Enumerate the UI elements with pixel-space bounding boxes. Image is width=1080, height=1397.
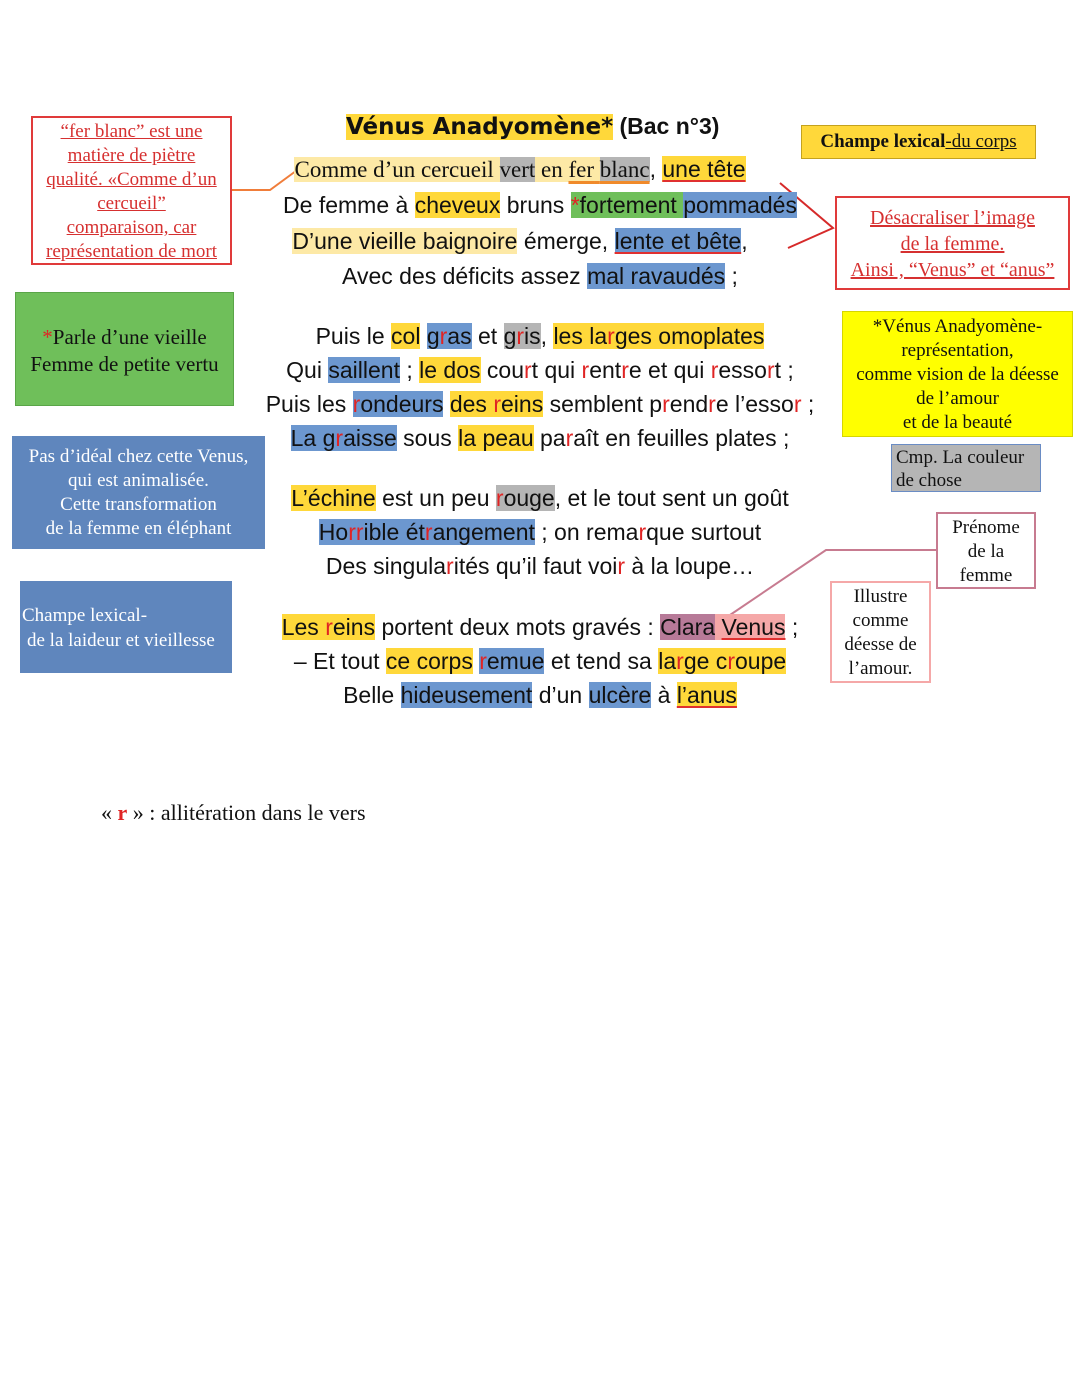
text: Comme d’un cercueil	[294, 157, 500, 182]
note-line: de l’amour	[916, 388, 999, 409]
note-fer-blanc	[31, 116, 232, 265]
word-fortement: fortement	[579, 192, 684, 218]
note-line: matière de piètre	[67, 145, 196, 166]
text: «	[101, 800, 118, 825]
text: et	[471, 323, 504, 349]
text: Des singula	[325, 553, 447, 579]
note-line: Cette transformation	[60, 494, 217, 515]
word-fer: fer	[568, 157, 595, 182]
alliteration-r: r	[617, 553, 626, 579]
note-line: Illustre	[853, 586, 908, 607]
text: g	[503, 323, 517, 349]
text: en	[535, 157, 569, 182]
text	[420, 323, 426, 349]
text	[715, 614, 721, 640]
alliteration-r: r	[335, 425, 344, 451]
text	[594, 157, 600, 182]
note-couleur	[891, 444, 1041, 492]
word-les-reins: eins	[332, 614, 376, 640]
note-venus-anadyomene	[842, 311, 1073, 437]
note-line: Femme de petite vertu	[30, 352, 219, 376]
text: Parle d’une vieille	[52, 325, 207, 349]
alliteration-r: r	[621, 357, 629, 383]
text: émerge,	[517, 228, 615, 254]
text: aît en feuilles plates ;	[573, 425, 790, 451]
text: ge c	[683, 648, 728, 674]
note-line: *Vénus Anadyomène-	[872, 316, 1043, 337]
text: Les	[281, 614, 326, 640]
note-line: de la	[967, 541, 1005, 562]
title-suffix: (Bac n°3)	[613, 113, 720, 139]
note-line: Ainsi , “Venus” et “anus”	[850, 259, 1055, 281]
text: ;	[725, 263, 738, 289]
note-vieille-femme	[15, 292, 234, 406]
note-line: Pas d’idéal chez cette Venus,	[28, 446, 249, 467]
note-line: Champe lexical-	[22, 605, 148, 626]
text: g	[426, 323, 440, 349]
text: end	[669, 391, 709, 417]
legend-r: r	[117, 800, 128, 825]
note-champ-corps	[801, 125, 1036, 159]
text: t ;	[774, 357, 794, 383]
word-croupe: oupe	[734, 648, 787, 674]
word-pommades: pommadés	[683, 192, 797, 218]
word-remue: emue	[486, 648, 545, 674]
text: ;	[785, 614, 799, 640]
text: , et le tout sent un goût	[554, 485, 789, 511]
poem-line-11	[0, 553, 1080, 580]
text: et tend sa	[544, 648, 659, 674]
text: esso	[718, 357, 767, 383]
note-line: représentation,	[901, 340, 1014, 361]
alliteration-r: r	[495, 485, 504, 511]
word-blanc: blanc	[599, 157, 650, 182]
text: La g	[290, 425, 336, 451]
word-ce-corps: ce corps	[385, 648, 473, 674]
text: ges omoplates	[614, 323, 765, 349]
text: la	[658, 648, 677, 674]
note-line: comme	[852, 610, 909, 631]
word-vert: vert	[499, 157, 536, 182]
text: De femme à	[283, 192, 415, 218]
text: à	[651, 682, 677, 708]
note-line: représentation de mort	[46, 241, 217, 262]
text: d’un	[532, 682, 589, 708]
word-ulcere: ulcère	[588, 682, 652, 708]
word-mal-ravaudes: mal ravaudés	[587, 263, 726, 289]
text: ,	[540, 323, 554, 349]
text: ; on rema	[534, 519, 639, 545]
alliteration-r: r	[727, 648, 735, 674]
word-peau: la peau	[458, 425, 534, 451]
text: e l’esso	[715, 391, 794, 417]
text: à la loupe…	[625, 553, 755, 579]
note-line: et de la beauté	[902, 412, 1013, 433]
text: semblent p	[543, 391, 663, 417]
note-champ-laideur	[20, 581, 232, 673]
alliteration-r: r	[607, 323, 615, 349]
text: est un peu	[375, 485, 496, 511]
text: des	[449, 391, 494, 417]
note-line: comme vision de la déesse	[856, 364, 1059, 385]
text: ,	[741, 228, 748, 254]
note-line: qualité. «Comme d’un	[46, 169, 217, 190]
note-desacraliser	[835, 196, 1070, 290]
word-rouge: ouge	[503, 485, 555, 511]
text: Ho	[318, 519, 349, 545]
alliteration-r: r	[662, 391, 670, 417]
text: pa	[533, 425, 566, 451]
text: ent	[589, 357, 622, 383]
star-mark: *	[570, 192, 580, 218]
note-pas-d-ideal	[12, 436, 265, 549]
alliteration-r: r	[446, 553, 454, 579]
alliteration-r: r	[479, 648, 487, 674]
alliteration-r: r	[676, 648, 684, 674]
text: cou	[480, 357, 524, 383]
word-anus: l’anus	[676, 682, 737, 708]
word-baignoire: D’une vieille baignoire	[292, 228, 518, 254]
word-venus: Venus	[721, 614, 786, 640]
text: -du corps	[945, 131, 1017, 152]
text: e et qui	[628, 357, 711, 383]
note-line: Désacraliser l’image	[870, 207, 1035, 229]
word-reins: eins	[501, 391, 544, 417]
text: portent deux mots gravés :	[375, 614, 661, 640]
word-rondeurs: ondeurs	[360, 391, 444, 417]
alliteration-r: r	[565, 425, 574, 451]
alliteration-r: r	[793, 391, 802, 417]
legend-alliteration	[101, 800, 366, 826]
alliteration-r: r	[439, 323, 448, 349]
alliteration-r: r	[493, 391, 501, 417]
text: ités qu’il faut voi	[453, 553, 618, 579]
note-line: de chose	[896, 470, 962, 491]
alliteration-r: r	[352, 391, 361, 417]
alliteration-r: r	[581, 357, 590, 383]
text: que surtout	[646, 519, 762, 545]
text: Avec des déficits assez	[342, 263, 588, 289]
word-col: col	[391, 323, 421, 349]
text: ;	[399, 357, 420, 383]
text: ible ét	[363, 519, 425, 545]
text: Belle	[343, 682, 401, 708]
note-line	[16, 324, 233, 351]
word-echine: L’échine	[291, 485, 376, 511]
alliteration-r: r	[516, 323, 525, 349]
word-graisse: aisse	[343, 425, 397, 451]
word-clara: Clara	[660, 614, 716, 640]
word-horrible-etrangement: angement	[432, 519, 535, 545]
note-line: déesse de	[844, 634, 917, 655]
note-prenom	[936, 512, 1036, 589]
alliteration-r: rr	[348, 519, 364, 545]
poem-line-14	[0, 682, 1080, 709]
alliteration-r: r	[325, 614, 333, 640]
word-lente-bete: lente et bête	[614, 228, 742, 254]
text: Champe lexical	[820, 131, 946, 152]
alliteration-r: r	[424, 519, 433, 545]
alliteration-r: r	[638, 519, 647, 545]
text	[443, 391, 449, 417]
alliteration-r: r	[708, 391, 716, 417]
text: ,	[649, 156, 663, 182]
page-title	[346, 113, 719, 140]
note-line: Cmp. La couleur	[896, 447, 1025, 468]
word-dos: le dos	[419, 357, 481, 383]
note-line: “fer blanc” est une	[60, 121, 203, 142]
note-line: femme	[959, 565, 1013, 586]
alliteration-r: r	[524, 357, 532, 383]
title-star: *	[601, 114, 614, 140]
alliteration-r: r	[710, 357, 719, 383]
note-illustre	[830, 581, 931, 683]
star-mark: *	[42, 325, 53, 349]
word-cheveux: cheveux	[414, 192, 501, 218]
note-line: l’amour.	[848, 658, 913, 679]
note-line: cercueil”	[97, 193, 166, 214]
text: » : allitération dans le vers	[127, 800, 366, 825]
word-saillent: saillent	[328, 357, 400, 383]
word-une-tete: une tête	[662, 156, 746, 182]
title-main: Vénus Anadyomène	[346, 114, 602, 140]
alliteration-r: r	[766, 357, 775, 383]
text: Qui	[286, 357, 329, 383]
text: Puis le	[315, 323, 392, 349]
note-line: qui est animalisée.	[68, 470, 209, 491]
note-line: comparaison, car	[66, 217, 197, 238]
text: bruns	[500, 192, 571, 218]
word-hideusement: hideusement	[400, 682, 533, 708]
text: – Et tout	[293, 648, 386, 674]
text: as	[447, 323, 472, 349]
text: Puis les	[265, 391, 353, 417]
note-line: de la femme en éléphant	[45, 518, 232, 539]
text: t qui	[531, 357, 582, 383]
text: ;	[801, 391, 815, 417]
text: sous	[396, 425, 459, 451]
text: les la	[553, 323, 608, 349]
note-line: Prénome	[952, 517, 1020, 538]
note-line: de la femme.	[900, 233, 1005, 255]
text: is	[524, 323, 541, 349]
note-line: de la laideur et vieillesse	[27, 630, 215, 651]
